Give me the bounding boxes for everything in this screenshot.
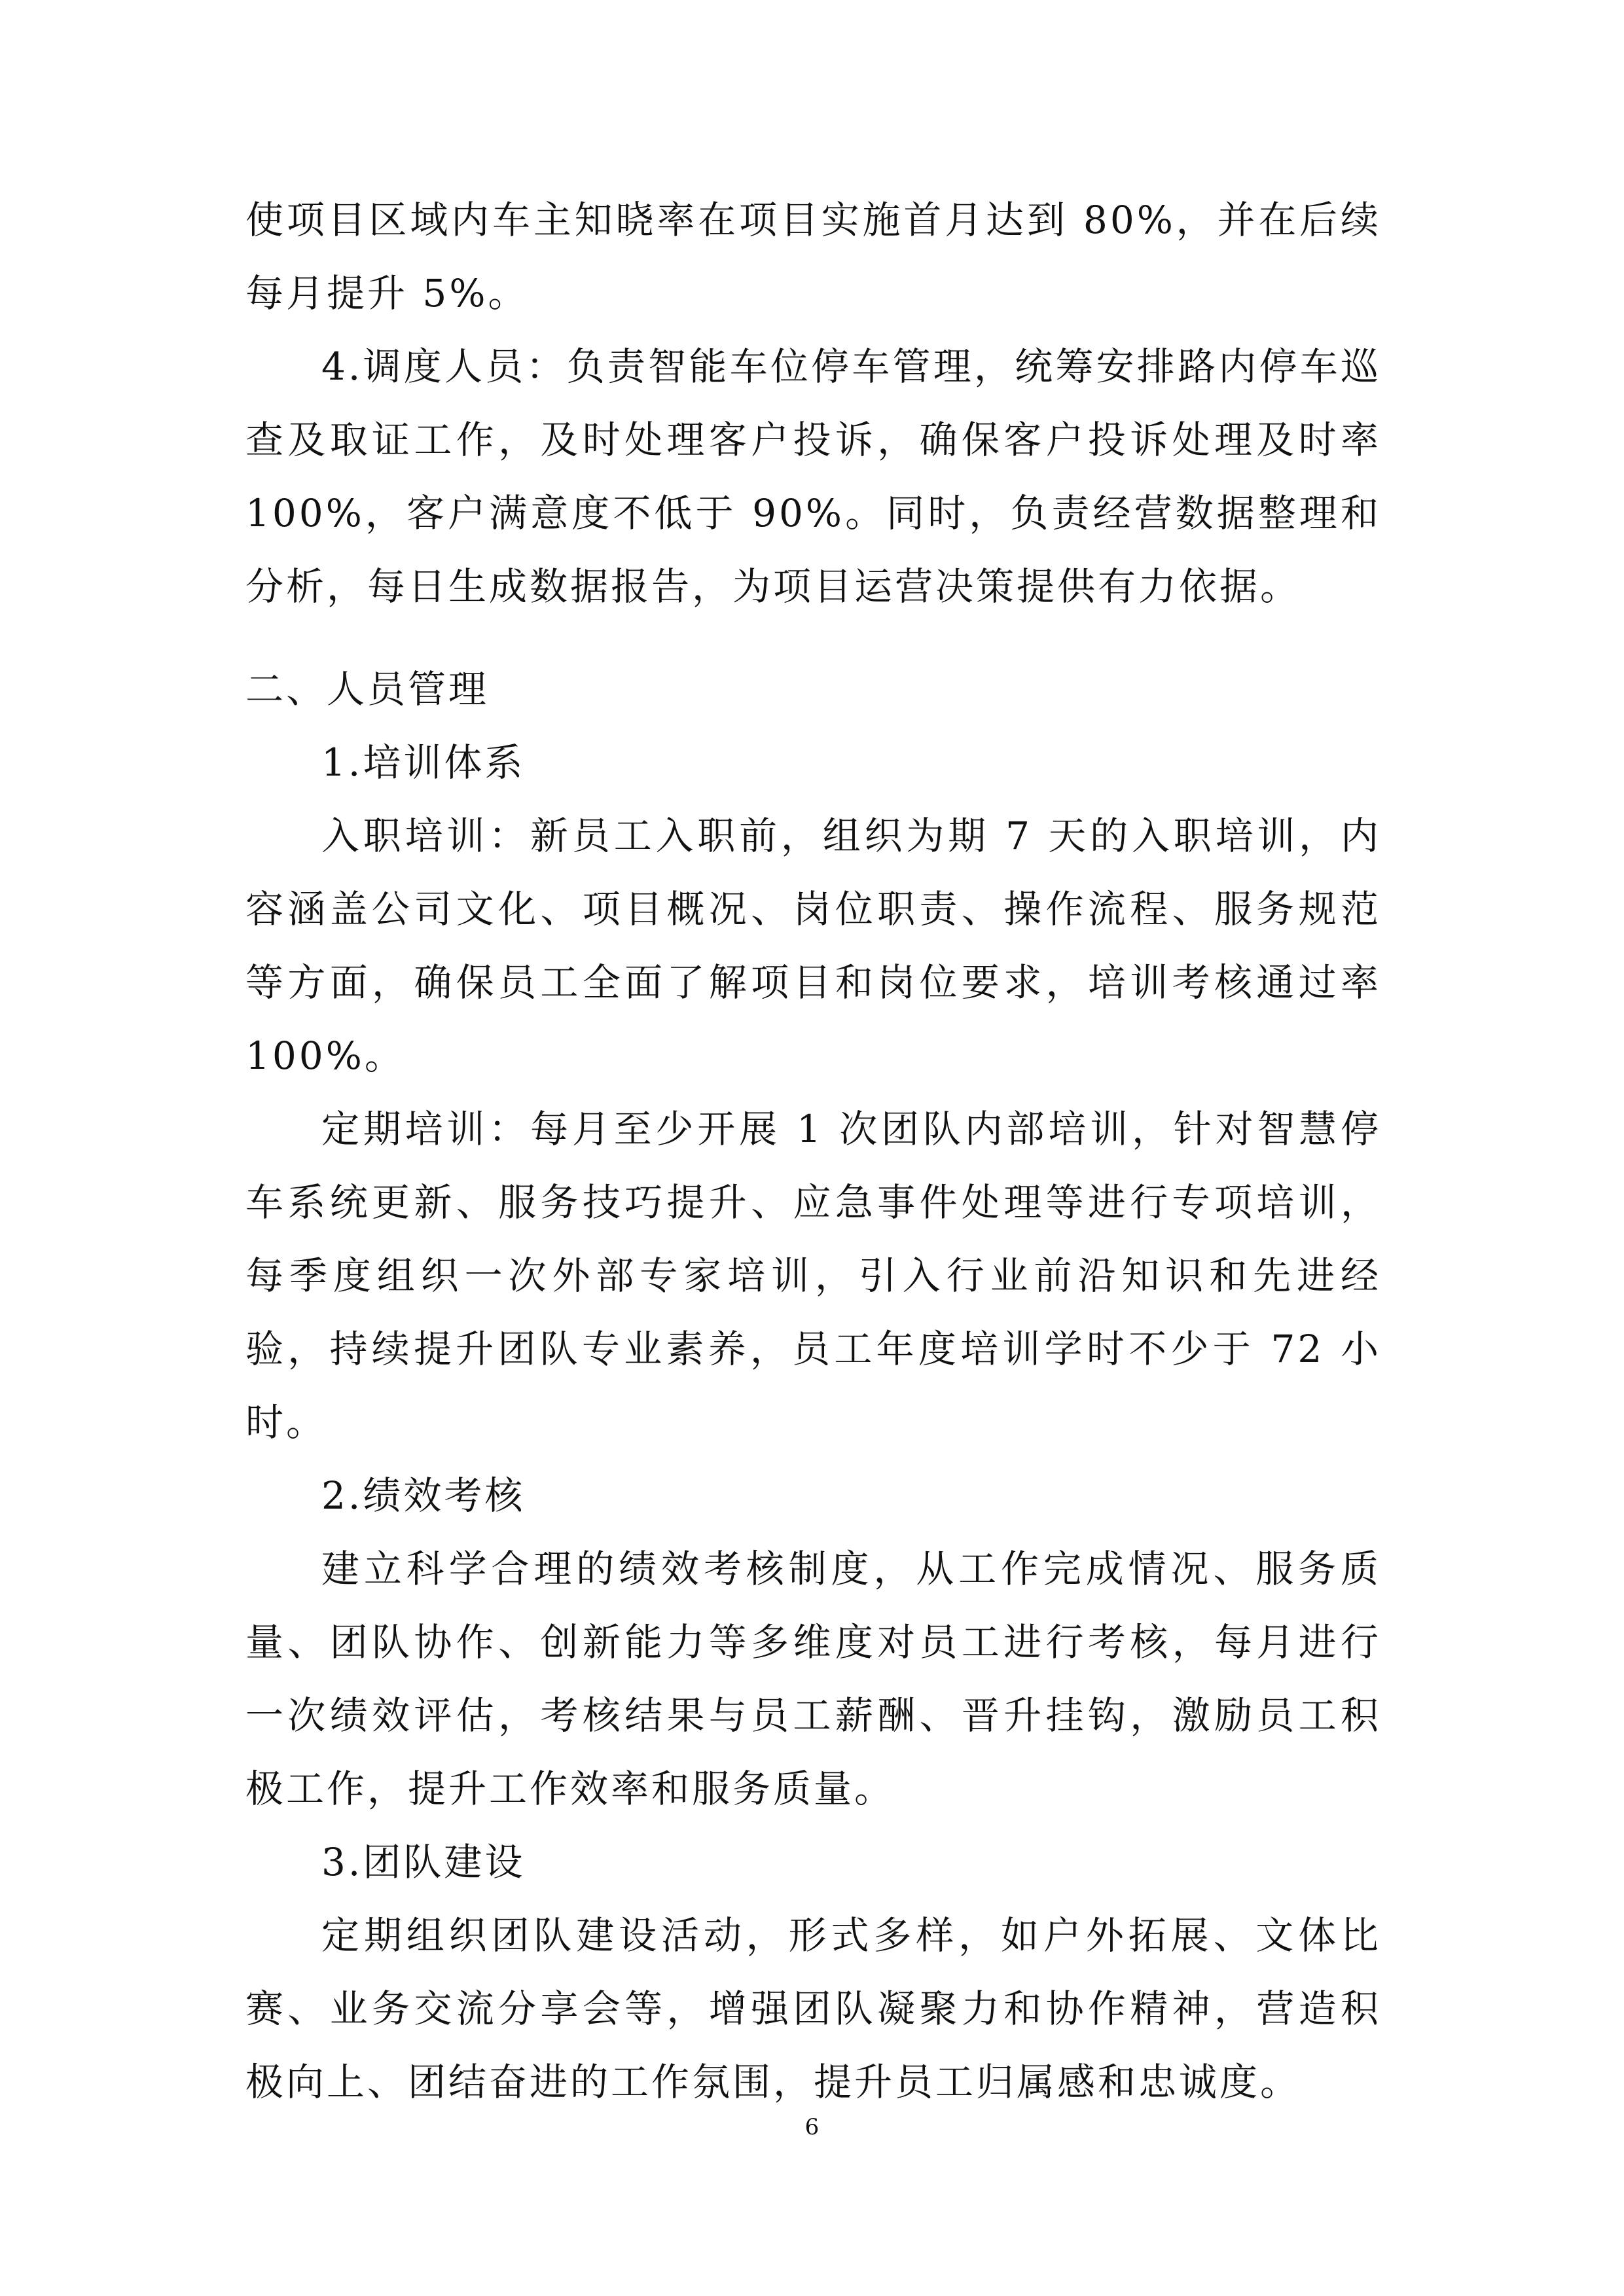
page-content <box>245 183 1381 2119</box>
team-heading: 3.团队建设 <box>321 1840 526 1884</box>
page-number: 6 <box>804 2114 820 2140</box>
continuation-paragraph: 使项目区域内车主知晓率在项目实施首月达到 80%，并在后续每月提升 5%。 <box>245 198 1381 315</box>
regular-training-paragraph: 定期培训：每月至少开展 1 次团队内部培训，针对智慧停车系统更新、服务技巧提升、应急事件处理等进行专项培训，每季度组织一次外部专家培训，引入行业前沿知识和先进经验，持续提升团队专业素养，员工年度培训学时不少于 72 小时。 <box>245 1107 1381 1444</box>
team-paragraph: 定期组织团队建设活动，形式多样，如户外拓展、文体比赛、业务交流分享会等，增强团队凝聚力和协作精神，营造积极向上、团结奋进的工作氛围，提升员工归属感和忠诚度。 <box>245 1913 1381 2104</box>
performance-paragraph: 建立科学合理的绩效考核制度，从工作完成情况、服务质量、团队协作、创新能力等多维度对员工进行考核，每月进行一次绩效评估，考核结果与员工薪酬、晋升挂钩，激励员工积极工作，提升工作效率和服务质量。 <box>245 1547 1381 1811</box>
onboarding-training-paragraph: 入职培训：新员工入职前，组织为期 7 天的入职培训，内容涵盖公司文化、项目概况、岗位职责、操作流程、服务规范等方面，确保员工全面了解项目和岗位要求，培训考核通过率 100%。 <box>245 814 1381 1078</box>
section-title: 二、人员管理 <box>245 667 490 711</box>
dispatcher-paragraph: 4.调度人员：负责智能车位停车管理，统筹安排路内停车巡查及取证工作，及时处理客户投诉，确保客户投诉处理及时率 100%，客户满意度不低于 90%。同时，负责经营数据整理和分析，每日生成数据报告，为项目运营决策提供有力依据。 <box>245 344 1381 609</box>
performance-heading: 2.绩效考核 <box>321 1473 526 1518</box>
training-heading: 1.培训体系 <box>321 740 526 785</box>
